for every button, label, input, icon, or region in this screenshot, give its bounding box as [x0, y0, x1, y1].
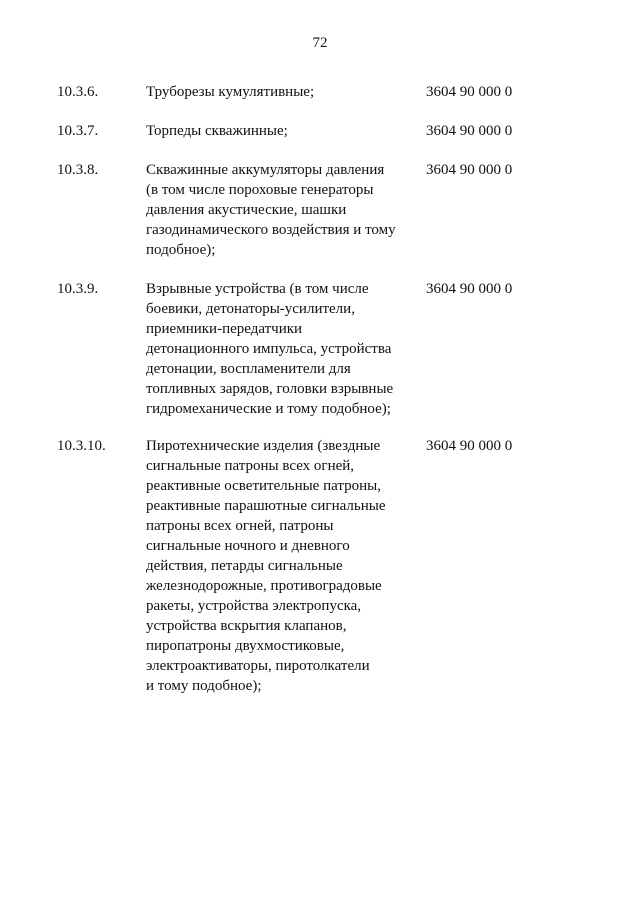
description-line: гидромеханические и тому подобное); — [146, 401, 391, 417]
entry-number: 10.3.7. — [57, 123, 99, 139]
description-line: детонационного импульса, устройства — [146, 341, 392, 357]
entry-code: 3604 90 000 0 — [426, 281, 513, 297]
description-line: пиропатроны двухмостиковые, — [146, 638, 345, 654]
entry-number: 10.3.8. — [57, 162, 99, 178]
entry-10-3-6 — [0, 82, 640, 102]
description-line: и тому подобное); — [146, 678, 262, 694]
entry-code: 3604 90 000 0 — [426, 438, 513, 454]
entry-list — [0, 82, 640, 696]
description-line: Взрывные устройства (в том числе — [146, 281, 369, 297]
entry-code: 3604 90 000 0 — [426, 162, 513, 178]
description-line: давления акустические, шашки — [146, 202, 347, 218]
description-line: Пиротехнические изделия (звездные — [146, 438, 381, 454]
description-line: патроны всех огней, патроны — [146, 518, 334, 534]
description-line: устройства вскрытия клапанов, — [146, 618, 347, 634]
description-line: подобное); — [146, 242, 216, 258]
entry-10-3-9 — [0, 279, 640, 419]
description-line: топливных зарядов, головки взрывные — [146, 381, 394, 397]
description-line: реактивные парашютные сигнальные — [146, 498, 386, 514]
description-line: боевики, детонаторы-усилители, — [146, 301, 355, 317]
description-line: реактивные осветительные патроны, — [146, 478, 381, 494]
entry-description — [146, 121, 411, 141]
entry-code: 3604 90 000 0 — [426, 123, 513, 139]
entry-number: 10.3.9. — [57, 281, 99, 297]
description-line: (в том числе пороховые генераторы — [146, 182, 374, 198]
entry-description — [146, 82, 411, 102]
entry-10-3-10 — [0, 436, 640, 696]
description-line: сигнальные патроны всех огней, — [146, 458, 355, 474]
description-line: ракеты, устройства электропуска, — [146, 598, 362, 614]
description-line: Труборезы кумулятивные; — [146, 84, 315, 100]
entry-description — [146, 436, 411, 696]
description-line: сигнальные ночного и дневного — [146, 538, 350, 554]
description-line: Скважинные аккумуляторы давления — [146, 162, 385, 178]
page-number: 72 — [312, 35, 328, 51]
entry-number: 10.3.6. — [57, 84, 99, 100]
description-line: действия, петарды сигнальные — [146, 558, 343, 574]
entry-number: 10.3.10. — [57, 438, 106, 454]
entry-10-3-7 — [0, 121, 640, 141]
entry-code: 3604 90 000 0 — [426, 84, 513, 100]
description-line: приемники-передатчики — [146, 321, 303, 337]
description-line: газодинамического воздействия и тому — [146, 222, 396, 238]
description-line: детонации, воспламенители для — [146, 361, 351, 377]
description-line: электроактиваторы, пиротолкатели — [146, 658, 370, 674]
entry-description — [146, 160, 411, 260]
entry-description — [146, 279, 411, 419]
description-line: железнодорожные, противоградовые — [146, 578, 382, 594]
entry-10-3-8 — [0, 160, 640, 260]
description-line: Торпеды скважинные; — [146, 123, 288, 139]
